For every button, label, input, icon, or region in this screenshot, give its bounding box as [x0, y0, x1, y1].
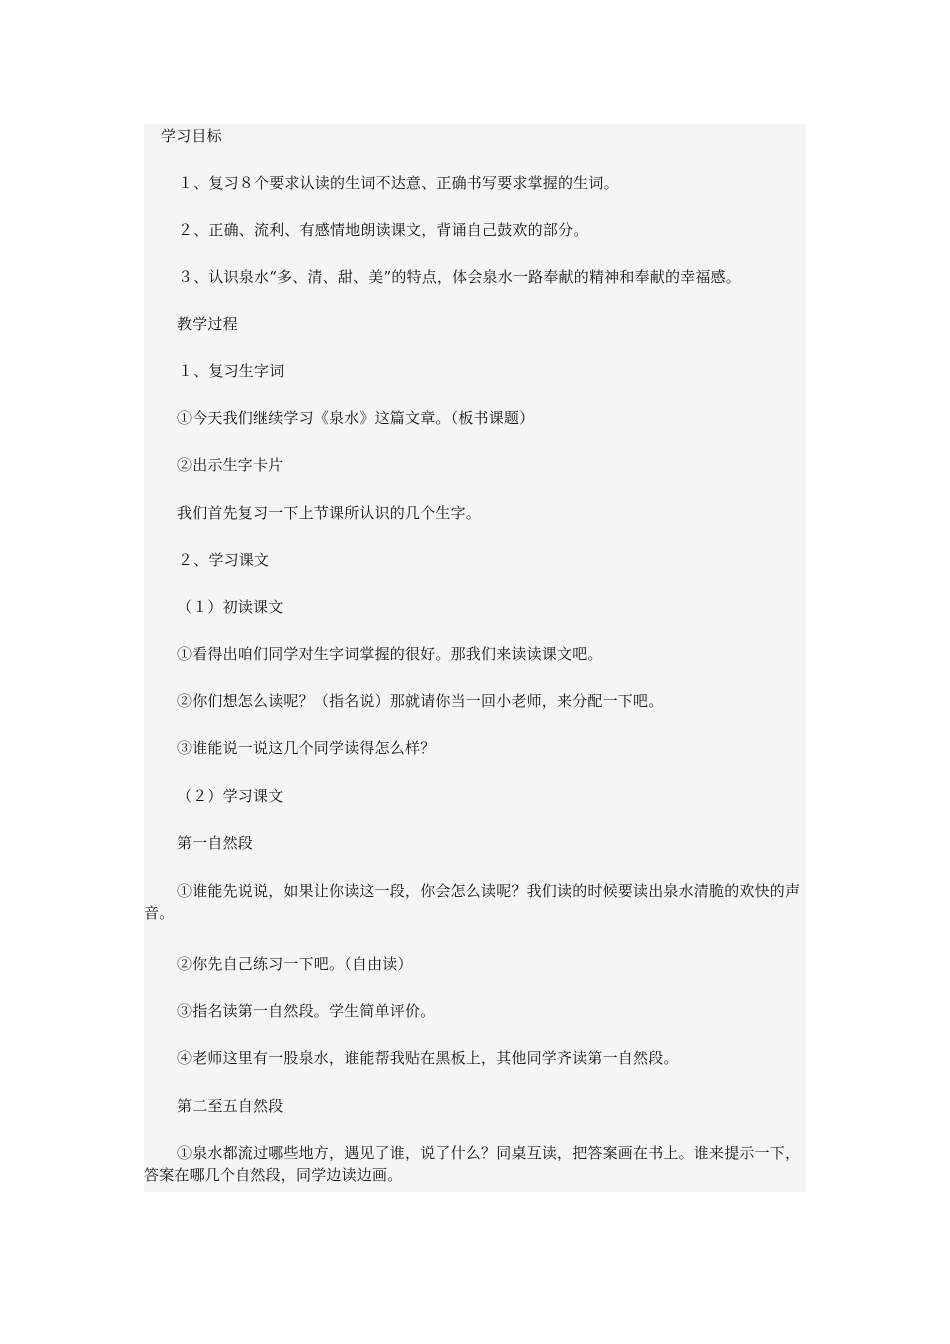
- para-1-item-2: ②你先自己练习一下吧。（自由读）: [177, 955, 413, 973]
- sub-1-item-1: ①看得出咱们同学对生字词掌握的很好。那我们来读读课文吧。: [177, 645, 603, 663]
- sub-1-item-3: ③谁能说一说这几个同学读得怎么样？: [177, 739, 436, 757]
- para-2-title: 第二至五自然段: [177, 1097, 284, 1115]
- heading-teaching-process: 教学过程: [177, 315, 238, 333]
- para-1-title: 第一自然段: [177, 834, 254, 852]
- heading-learning-goals: 学习目标: [161, 127, 222, 145]
- sub-1-title: （１）初读课文: [177, 598, 284, 616]
- goal-item-2: ２、正确、流利、有感情地朗读课文，背诵自己鼓欢的部分。: [178, 221, 589, 239]
- step-1-title: １、复习生字词: [178, 362, 285, 380]
- para-1-item-4: ④老师这里有一股泉水，谁能帮我贴在黑板上，其他同学齐读第一自然段。: [177, 1049, 679, 1067]
- document-body: [144, 124, 806, 1192]
- goal-item-1: １、复习８个要求认读的生词不达意、正确书写要求掌握的生词。: [178, 174, 619, 192]
- goal-item-3: ３、认识泉水“多、清、甜、美”的特点，体会泉水一路奉献的精神和奉献的幸福感。: [178, 268, 741, 286]
- step-1-item-1: ①今天我们继续学习《泉水》这篇文章。（板书课题）: [177, 409, 535, 427]
- para-2-item-1: ①泉水都流过哪些地方，遇见了谁，说了什么？同桌互读，把答案画在书上。谁来提示一下，答案在哪几个自然段，同学边读边画。: [144, 1144, 801, 1184]
- step-1-item-3: 我们首先复习一下上节课所认识的几个生字。: [177, 504, 482, 522]
- para-1-item-1: ①谁能先说说，如果让你读这一段，你会怎么读呢？我们读的时候要读出泉水清脆的欢快的声音。: [144, 882, 801, 922]
- sub-1-item-2: ②你们想怎么读呢？（指名说）那就请你当一回小老师，来分配一下吧。: [177, 692, 664, 710]
- para-1-item-3: ③指名读第一自然段。学生简单评价。: [177, 1002, 436, 1020]
- step-2-title: ２、学习课文: [178, 551, 270, 569]
- sub-2-title: （２）学习课文: [177, 787, 284, 805]
- step-1-item-2: ②出示生字卡片: [177, 456, 284, 474]
